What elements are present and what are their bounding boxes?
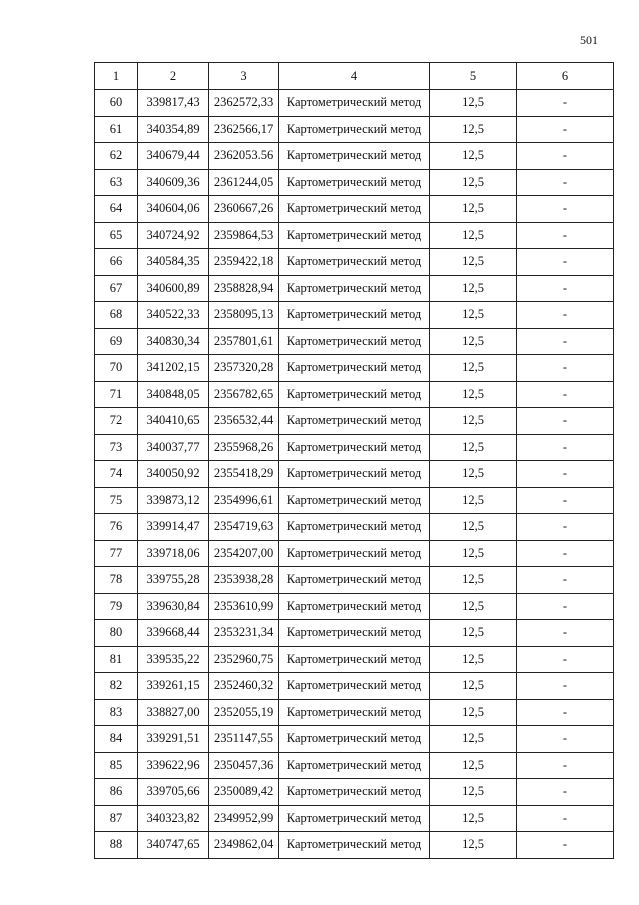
x-coordinate-cell: 340679,44 (138, 143, 209, 170)
accuracy-cell: 12,5 (430, 805, 517, 832)
point-number-cell: 61 (95, 116, 138, 143)
x-coordinate-cell: 340323,82 (138, 805, 209, 832)
accuracy-cell: 12,5 (430, 646, 517, 673)
x-coordinate-cell: 340609,36 (138, 169, 209, 196)
y-coordinate-cell: 2353231,34 (209, 620, 279, 647)
point-number-cell: 88 (95, 832, 138, 859)
note-cell: - (517, 805, 614, 832)
column-header: 1 (95, 63, 138, 90)
method-cell: Картометрический метод (279, 275, 430, 302)
point-number-cell: 63 (95, 169, 138, 196)
method-cell: Картометрический метод (279, 699, 430, 726)
table-body (95, 90, 614, 859)
x-coordinate-cell: 339261,15 (138, 673, 209, 700)
accuracy-cell: 12,5 (430, 567, 517, 594)
table-row (95, 461, 614, 488)
method-cell: Картометрический метод (279, 673, 430, 700)
note-cell: - (517, 593, 614, 620)
method-cell: Картометрический метод (279, 567, 430, 594)
x-coordinate-cell: 339622,96 (138, 752, 209, 779)
x-coordinate-cell: 340410,65 (138, 408, 209, 435)
method-cell: Картометрический метод (279, 514, 430, 541)
y-coordinate-cell: 2351147,55 (209, 726, 279, 753)
y-coordinate-cell: 2354996,61 (209, 487, 279, 514)
y-coordinate-cell: 2353610,99 (209, 593, 279, 620)
x-coordinate-cell: 339755,28 (138, 567, 209, 594)
table-row (95, 143, 614, 170)
y-coordinate-cell: 2356782,65 (209, 381, 279, 408)
method-cell: Картометрический метод (279, 222, 430, 249)
accuracy-cell: 12,5 (430, 832, 517, 859)
table-row (95, 620, 614, 647)
method-cell: Картометрический метод (279, 805, 430, 832)
note-cell: - (517, 487, 614, 514)
accuracy-cell: 12,5 (430, 355, 517, 382)
note-cell: - (517, 567, 614, 594)
x-coordinate-cell: 338827,00 (138, 699, 209, 726)
accuracy-cell: 12,5 (430, 620, 517, 647)
point-number-cell: 68 (95, 302, 138, 329)
method-cell: Картометрический метод (279, 116, 430, 143)
table-row (95, 169, 614, 196)
y-coordinate-cell: 2354719,63 (209, 514, 279, 541)
point-number-cell: 84 (95, 726, 138, 753)
accuracy-cell: 12,5 (430, 408, 517, 435)
note-cell: - (517, 249, 614, 276)
x-coordinate-cell: 339535,22 (138, 646, 209, 673)
x-coordinate-cell: 340848,05 (138, 381, 209, 408)
note-cell: - (517, 461, 614, 488)
note-cell: - (517, 779, 614, 806)
y-coordinate-cell: 2359422,18 (209, 249, 279, 276)
y-coordinate-cell: 2362572,33 (209, 90, 279, 117)
table-row (95, 646, 614, 673)
accuracy-cell: 12,5 (430, 249, 517, 276)
x-coordinate-cell: 339718,06 (138, 540, 209, 567)
table-row (95, 673, 614, 700)
x-coordinate-cell: 339705,66 (138, 779, 209, 806)
note-cell: - (517, 169, 614, 196)
accuracy-cell: 12,5 (430, 381, 517, 408)
y-coordinate-cell: 2356532,44 (209, 408, 279, 435)
note-cell: - (517, 302, 614, 329)
note-cell: - (517, 726, 614, 753)
method-cell: Картометрический метод (279, 196, 430, 223)
accuracy-cell: 12,5 (430, 90, 517, 117)
point-number-cell: 64 (95, 196, 138, 223)
page-number: 501 (580, 33, 598, 47)
point-number-cell: 73 (95, 434, 138, 461)
y-coordinate-cell: 2350457,36 (209, 752, 279, 779)
coordinates-table (94, 62, 614, 859)
method-cell: Картометрический метод (279, 726, 430, 753)
table-row (95, 434, 614, 461)
table-row (95, 805, 614, 832)
note-cell: - (517, 646, 614, 673)
note-cell: - (517, 328, 614, 355)
method-cell: Картометрический метод (279, 249, 430, 276)
point-number-cell: 75 (95, 487, 138, 514)
point-number-cell: 86 (95, 779, 138, 806)
accuracy-cell: 12,5 (430, 593, 517, 620)
y-coordinate-cell: 2349862,04 (209, 832, 279, 859)
method-cell: Картометрический метод (279, 779, 430, 806)
point-number-cell: 74 (95, 461, 138, 488)
x-coordinate-cell: 339817,43 (138, 90, 209, 117)
table-row (95, 593, 614, 620)
accuracy-cell: 12,5 (430, 540, 517, 567)
point-number-cell: 79 (95, 593, 138, 620)
x-coordinate-cell: 340600,89 (138, 275, 209, 302)
point-number-cell: 66 (95, 249, 138, 276)
accuracy-cell: 12,5 (430, 302, 517, 329)
y-coordinate-cell: 2362053.56 (209, 143, 279, 170)
table-row (95, 752, 614, 779)
accuracy-cell: 12,5 (430, 169, 517, 196)
accuracy-cell: 12,5 (430, 196, 517, 223)
x-coordinate-cell: 340604,06 (138, 196, 209, 223)
method-cell: Картометрический метод (279, 540, 430, 567)
accuracy-cell: 12,5 (430, 143, 517, 170)
y-coordinate-cell: 2355418,29 (209, 461, 279, 488)
note-cell: - (517, 381, 614, 408)
point-number-cell: 65 (95, 222, 138, 249)
point-number-cell: 77 (95, 540, 138, 567)
method-cell: Картометрический метод (279, 328, 430, 355)
accuracy-cell: 12,5 (430, 434, 517, 461)
column-header: 3 (209, 63, 279, 90)
table-row (95, 487, 614, 514)
point-number-cell: 82 (95, 673, 138, 700)
y-coordinate-cell: 2358828,94 (209, 275, 279, 302)
x-coordinate-cell: 340747,65 (138, 832, 209, 859)
x-coordinate-cell: 341202,15 (138, 355, 209, 382)
y-coordinate-cell: 2354207,00 (209, 540, 279, 567)
note-cell: - (517, 752, 614, 779)
method-cell: Картометрический метод (279, 169, 430, 196)
point-number-cell: 62 (95, 143, 138, 170)
note-cell: - (517, 699, 614, 726)
y-coordinate-cell: 2359864,53 (209, 222, 279, 249)
table-row (95, 567, 614, 594)
x-coordinate-cell: 339291,51 (138, 726, 209, 753)
point-number-cell: 81 (95, 646, 138, 673)
note-cell: - (517, 620, 614, 647)
note-cell: - (517, 116, 614, 143)
method-cell: Картометрический метод (279, 434, 430, 461)
note-cell: - (517, 540, 614, 567)
y-coordinate-cell: 2350089,42 (209, 779, 279, 806)
table-row (95, 699, 614, 726)
note-cell: - (517, 408, 614, 435)
x-coordinate-cell: 340724,92 (138, 222, 209, 249)
y-coordinate-cell: 2352460,32 (209, 673, 279, 700)
table-row (95, 275, 614, 302)
note-cell: - (517, 673, 614, 700)
table-row (95, 302, 614, 329)
column-header: 5 (430, 63, 517, 90)
point-number-cell: 85 (95, 752, 138, 779)
x-coordinate-cell: 340830,34 (138, 328, 209, 355)
accuracy-cell: 12,5 (430, 514, 517, 541)
note-cell: - (517, 90, 614, 117)
note-cell: - (517, 832, 614, 859)
x-coordinate-cell: 340050,92 (138, 461, 209, 488)
table-row (95, 540, 614, 567)
table-row (95, 196, 614, 223)
method-cell: Картометрический метод (279, 408, 430, 435)
column-header: 4 (279, 63, 430, 90)
point-number-cell: 78 (95, 567, 138, 594)
table-row (95, 381, 614, 408)
accuracy-cell: 12,5 (430, 222, 517, 249)
y-coordinate-cell: 2360667,26 (209, 196, 279, 223)
accuracy-cell: 12,5 (430, 328, 517, 355)
point-number-cell: 76 (95, 514, 138, 541)
note-cell: - (517, 143, 614, 170)
y-coordinate-cell: 2355968,26 (209, 434, 279, 461)
accuracy-cell: 12,5 (430, 461, 517, 488)
accuracy-cell: 12,5 (430, 673, 517, 700)
accuracy-cell: 12,5 (430, 699, 517, 726)
method-cell: Картометрический метод (279, 355, 430, 382)
note-cell: - (517, 196, 614, 223)
x-coordinate-cell: 340037,77 (138, 434, 209, 461)
y-coordinate-cell: 2361244,05 (209, 169, 279, 196)
x-coordinate-cell: 339668,44 (138, 620, 209, 647)
table-row (95, 408, 614, 435)
table-row (95, 222, 614, 249)
method-cell: Картометрический метод (279, 143, 430, 170)
table-row (95, 726, 614, 753)
table-row (95, 832, 614, 859)
method-cell: Картометрический метод (279, 752, 430, 779)
table-row (95, 116, 614, 143)
table-row (95, 779, 614, 806)
y-coordinate-cell: 2352960,75 (209, 646, 279, 673)
x-coordinate-cell: 340584,35 (138, 249, 209, 276)
table-row (95, 328, 614, 355)
table-row (95, 249, 614, 276)
x-coordinate-cell: 340522,33 (138, 302, 209, 329)
accuracy-cell: 12,5 (430, 752, 517, 779)
point-number-cell: 72 (95, 408, 138, 435)
table-row (95, 90, 614, 117)
x-coordinate-cell: 339630,84 (138, 593, 209, 620)
note-cell: - (517, 434, 614, 461)
point-number-cell: 71 (95, 381, 138, 408)
accuracy-cell: 12,5 (430, 275, 517, 302)
column-header: 2 (138, 63, 209, 90)
method-cell: Картометрический метод (279, 461, 430, 488)
point-number-cell: 80 (95, 620, 138, 647)
accuracy-cell: 12,5 (430, 116, 517, 143)
y-coordinate-cell: 2349952,99 (209, 805, 279, 832)
note-cell: - (517, 222, 614, 249)
method-cell: Картометрический метод (279, 832, 430, 859)
y-coordinate-cell: 2358095,13 (209, 302, 279, 329)
method-cell: Картометрический метод (279, 593, 430, 620)
method-cell: Картометрический метод (279, 487, 430, 514)
table-header-row (95, 63, 614, 90)
x-coordinate-cell: 340354,89 (138, 116, 209, 143)
accuracy-cell: 12,5 (430, 487, 517, 514)
y-coordinate-cell: 2357320,28 (209, 355, 279, 382)
table-row (95, 514, 614, 541)
point-number-cell: 87 (95, 805, 138, 832)
point-number-cell: 83 (95, 699, 138, 726)
method-cell: Картометрический метод (279, 90, 430, 117)
point-number-cell: 67 (95, 275, 138, 302)
point-number-cell: 69 (95, 328, 138, 355)
column-header: 6 (517, 63, 614, 90)
y-coordinate-cell: 2362566,17 (209, 116, 279, 143)
note-cell: - (517, 355, 614, 382)
method-cell: Картометрический метод (279, 302, 430, 329)
accuracy-cell: 12,5 (430, 779, 517, 806)
note-cell: - (517, 275, 614, 302)
method-cell: Картометрический метод (279, 381, 430, 408)
x-coordinate-cell: 339873,12 (138, 487, 209, 514)
accuracy-cell: 12,5 (430, 726, 517, 753)
y-coordinate-cell: 2353938,28 (209, 567, 279, 594)
method-cell: Картометрический метод (279, 620, 430, 647)
point-number-cell: 60 (95, 90, 138, 117)
method-cell: Картометрический метод (279, 646, 430, 673)
x-coordinate-cell: 339914,47 (138, 514, 209, 541)
y-coordinate-cell: 2352055,19 (209, 699, 279, 726)
table-row (95, 355, 614, 382)
y-coordinate-cell: 2357801,61 (209, 328, 279, 355)
note-cell: - (517, 514, 614, 541)
point-number-cell: 70 (95, 355, 138, 382)
